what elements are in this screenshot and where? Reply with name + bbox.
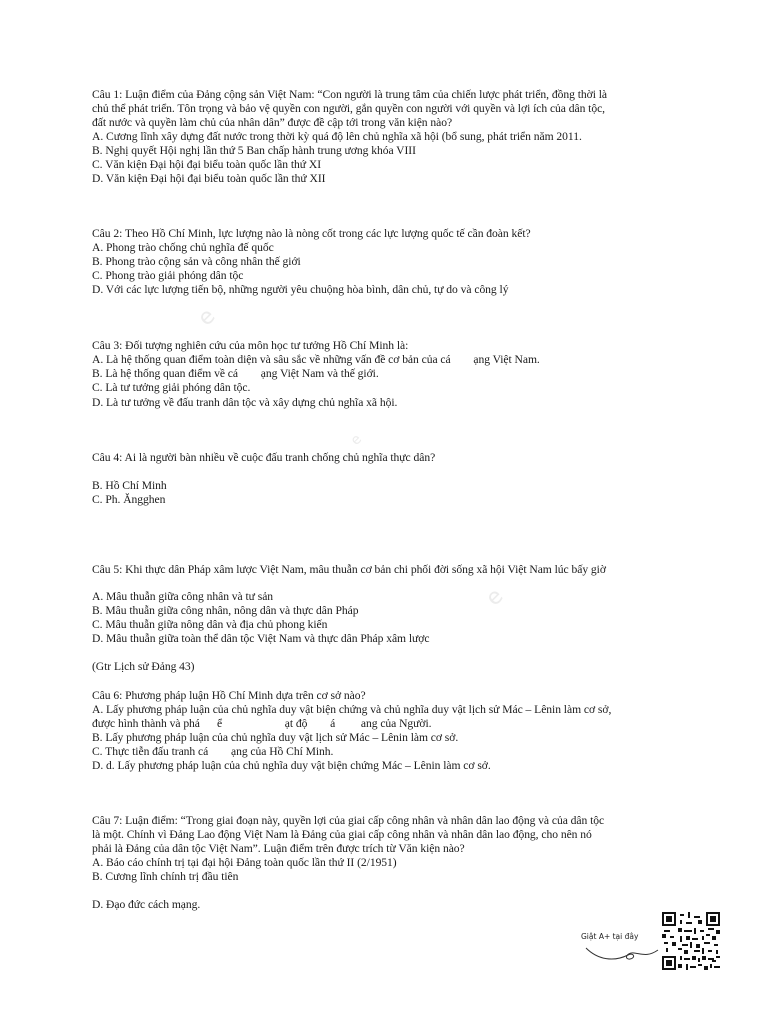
q3-option-b: B. Là hệ thống quan điểm về cá ạng Việt Nam và thế giới. xyxy=(92,367,379,380)
q6-option-d: D. d. Lấy phương pháp luận của chủ nghĩa duy vật biện chứng Mác – Lênin làm cơ sở. xyxy=(92,759,491,772)
q1-option-b: B. Nghị quyết Hội nghị lần thứ 5 Ban chấp hành trung ương khóa VIII xyxy=(92,144,416,157)
q5-source-note: (Gtr Lịch sử Đảng 43) xyxy=(92,660,195,673)
q5-option-b: B. Mâu thuẫn giữa công nhân, nông dân và thực dân Pháp xyxy=(92,604,359,617)
q2-option-b: B. Phong trào cộng sản và công nhân thế giới xyxy=(92,255,301,268)
q2-option-d: D. Với các lực lượng tiến bộ, những người yêu chuộng hòa bình, dân chủ, tự do và công lý xyxy=(92,283,509,296)
q2-option-c: C. Phong trào giải phóng dân tộc xyxy=(92,269,244,282)
q3-option-a: A. Là hệ thống quan điểm toàn diện và sâu sắc về những vấn đề cơ bản của cá ạng Việt Nam. xyxy=(92,353,540,366)
q1-option-c: C. Văn kiện Đại hội đại biểu toàn quốc lần thứ XI xyxy=(92,158,322,171)
watermark-mark: e xyxy=(347,431,366,449)
q5-option-d: D. Mâu thuẫn giữa toàn thể dân tộc Việt Nam và thực dân Pháp xâm lược xyxy=(92,632,430,645)
q6-option-b: B. Lấy phương pháp luận của chủ nghĩa duy vật lịch sử Mác – Lênin làm cơ sở. xyxy=(92,731,459,744)
swoosh-icon xyxy=(584,942,660,964)
q6-option-a: A. Lấy phương pháp luận của chủ nghĩa duy vật biện chứng và chủ nghĩa duy vật lịch sử Mác – Lênin làm cơ sở, xyxy=(92,703,612,716)
q5-text: Câu 5: Khi thực dân Pháp xâm lược Việt Nam, mâu thuẫn cơ bản chi phối đời sống xã hội Việt Nam lúc bấy giờ xyxy=(92,563,606,576)
q1-option-d: D. Văn kiện Đại hội đại biểu toàn quốc lần thứ XII xyxy=(92,172,326,185)
q1-option-a: A. Cương lĩnh xây dựng đất nước trong thời kỳ quá độ lên chủ nghĩa xã hội (bổ sung, phát triển năm 2011. xyxy=(92,130,582,143)
q1-text: Câu 1: Luận điểm của Đảng cộng sản Việt Nam: “Con người là trung tâm của chiến lược phát triển, đồng thời là xyxy=(92,88,608,101)
q7-text: là một. Chính vì Đảng Lao động Việt Nam là Đảng của giai cấp công nhân và nhân dân lao động, cho nên nó xyxy=(92,828,592,841)
watermark-mark: e xyxy=(193,303,221,332)
q6-text: Câu 6: Phương pháp luận Hồ Chí Minh dựa trên cơ sở nào? xyxy=(92,689,366,702)
q7-text: Câu 7: Luận điểm: “Trong giai đoạn này, quyền lợi của giai cấp công nhân và nhân dân lao động và của dân tộc xyxy=(92,814,605,827)
q2-option-a: A. Phong trào chống chủ nghĩa đế quốc xyxy=(92,241,274,254)
q5-option-c: C. Mâu thuẫn giữa nông dân và địa chủ phong kiến xyxy=(92,618,328,631)
watermark-mark: e xyxy=(481,583,509,612)
q3-text: Câu 3: Đối tượng nghiên cứu của môn học tư tưởng Hồ Chí Minh là: xyxy=(92,339,409,352)
q6-option-a: được hình thành và phá ể ạt độ á ang của Người. xyxy=(92,717,432,730)
q4-option-b: B. Hồ Chí Minh xyxy=(92,479,167,492)
q3-option-c: C. Là tư tưởng giải phóng dân tộc. xyxy=(92,381,251,394)
q1-text: đất nước và quyền làm chủ của nhân dân” được đề cập tới trong văn kiện nào? xyxy=(92,116,453,129)
q3-option-d: D. Là tư tưởng về đấu tranh dân tộc và xây dựng chủ nghĩa xã hội. xyxy=(92,396,398,409)
q7-option-a: A. Báo cáo chính trị tại đại hội Đảng toàn quốc lần thứ II (2/1951) xyxy=(92,856,397,869)
q7-text: phải là Đảng của dân tộc Việt Nam”. Luận điểm trên được trích từ Văn kiện nào? xyxy=(92,842,465,855)
promo-qr-link[interactable] xyxy=(578,910,724,974)
promo-caption: Giật A+ tại đây xyxy=(581,932,639,941)
q7-option-b: B. Cương lĩnh chính trị đầu tiên xyxy=(92,870,239,883)
q2-text: Câu 2: Theo Hồ Chí Minh, lực lượng nào là nòng cốt trong các lực lượng quốc tế cần đoàn kết? xyxy=(92,227,531,240)
q1-text: chủ thể phát triển. Tôn trọng và bảo vệ quyền con người, gắn quyền con người với quyền và lợi ích của dân tộc, xyxy=(92,102,606,115)
qr-code-icon xyxy=(662,912,720,970)
q6-option-c: C. Thực tiễn đấu tranh cá ạng của Hồ Chí Minh. xyxy=(92,745,334,758)
q4-text: Câu 4: Ai là người bàn nhiều về cuộc đấu tranh chống chủ nghĩa thực dân? xyxy=(92,451,436,464)
q5-option-a: A. Mâu thuẫn giữa công nhân và tư sản xyxy=(92,590,274,603)
q4-option-c: C. Ph. Ăngghen xyxy=(92,493,166,506)
q7-option-d: D. Đạo đức cách mạng. xyxy=(92,898,201,911)
